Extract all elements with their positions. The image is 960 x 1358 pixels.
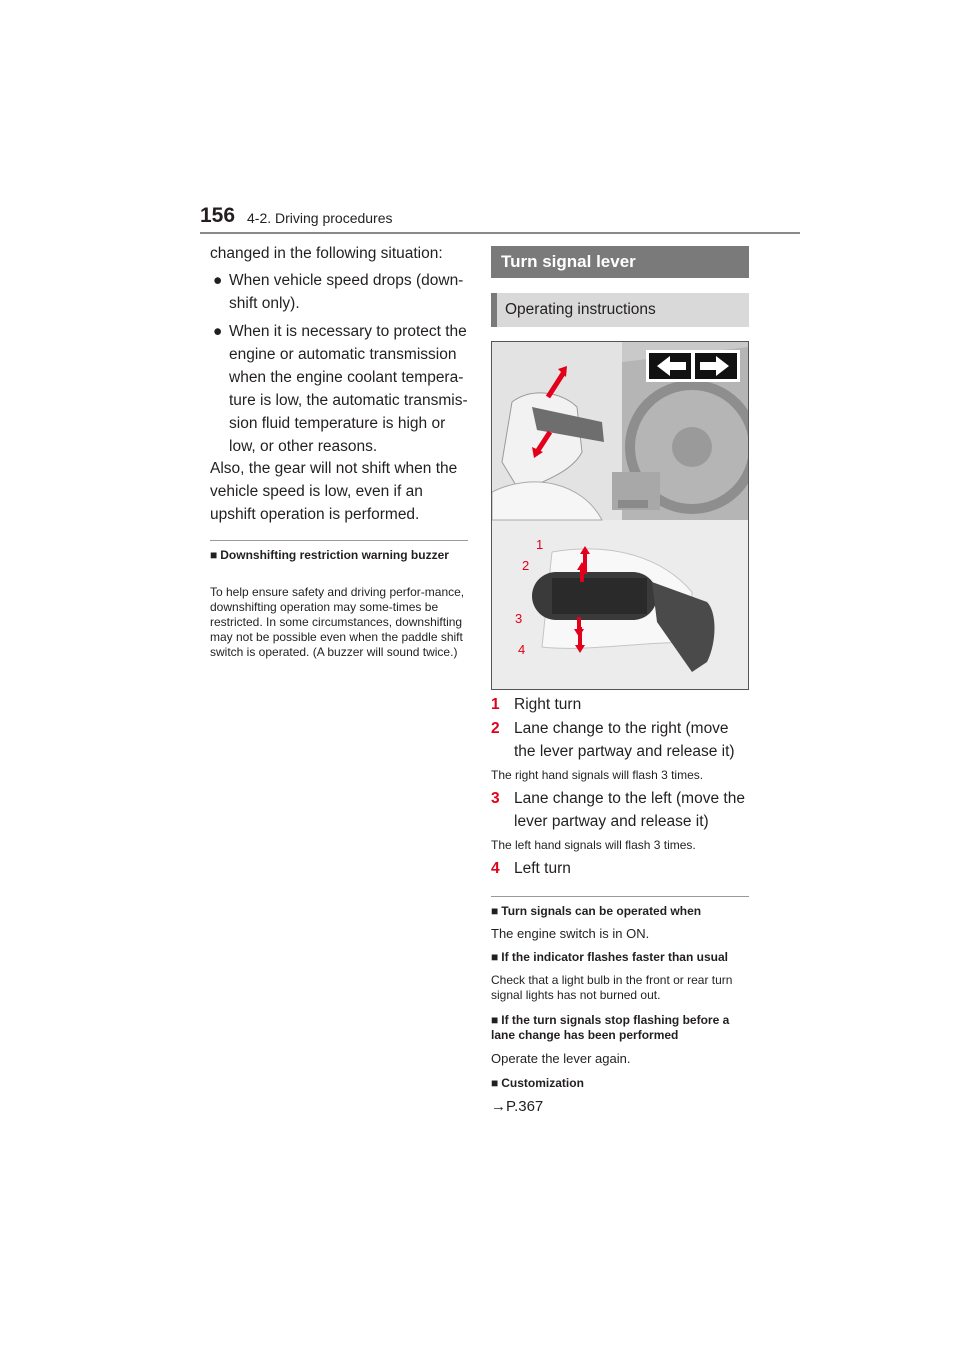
square-bullet-icon: ■ [491,1013,499,1027]
step-number: 2 [491,720,500,737]
paragraph: Also, the gear will not shift when the vehicle speed is low, even if an upshift operation is performed. [210,460,458,523]
step-item [491,787,749,833]
step-text: Lane change to the right (move the lever partway and release it) [514,720,735,760]
note-title: ■ If the turn signals stop flashing before a lane change has been performed [491,1013,730,1042]
step-text: Left turn [514,860,571,877]
header-divider [200,232,800,234]
bullet-text: When it is necessary to protect the engine or automatic transmission when the engine coolant tempera-ture is low, the automatic transmis-sion fluid temperature is high or low, or other reasons. [229,323,468,455]
note-text: Check that a light bulb in the front or rear turn signal lights has not burned out. [491,973,733,1002]
step-note: The left hand signals will flash 3 times. [491,838,696,852]
note-title: ■ Customization [491,1076,584,1090]
step-item [491,857,749,880]
intro-text: changed in the following situation: [210,245,443,262]
note-title: ■ If the indicator flashes faster than usual [491,950,728,964]
figure-label-4: 4 [518,642,526,657]
step-text: Right turn [514,696,582,713]
square-bullet-icon: ■ [491,904,499,918]
bullet-dot-icon: ● [213,272,223,289]
note-text: Operate the lever again. [491,1051,631,1066]
note-title: ■ Downshifting restriction warning buzzer [210,548,449,562]
step-item [491,717,749,763]
note-text: The engine switch is in ON. [491,926,650,941]
figure-label-2: 2 [522,558,530,573]
square-bullet-icon: ■ [210,548,218,562]
step-text: Lane change to the left (move the lever partway and release it) [514,790,745,830]
subsection-banner: Operating instructions [491,293,749,327]
step-note: The right hand signals will flash 3 times. [491,768,704,782]
section-banner: Turn signal lever [491,246,749,278]
bullet-item [213,269,475,315]
page-reference-link[interactable]: →P.367 [491,1098,544,1115]
figure-label-1: 1 [536,537,544,552]
note-divider [491,896,749,897]
page-number: 156 [200,204,236,227]
lever-diagram-svg [492,342,748,689]
square-bullet-icon: ■ [491,1076,499,1090]
note-text: To help ensure safety and driving perfor-mance, downshifting operation may some-times be restricted. In some circumstances, downshifting may not be possible even when the paddle shift switch is operated. (A buzzer will sound twice.) [210,585,465,659]
note-title: ■ Turn signals can be operated when [491,904,702,918]
step-number: 3 [491,790,500,807]
note-divider [210,540,468,541]
step-item [491,693,749,716]
bullet-dot-icon: ● [213,323,223,340]
turn-signal-illustration [491,341,749,690]
bullet-text: When vehicle speed drops (down-shift only). [229,272,464,312]
section-title: 4-2. Driving procedures [247,210,393,226]
bullet-item [213,320,475,458]
step-number: 1 [491,696,500,713]
step-number: 4 [491,860,500,877]
square-bullet-icon: ■ [491,950,499,964]
figure-label-3: 3 [515,611,523,626]
